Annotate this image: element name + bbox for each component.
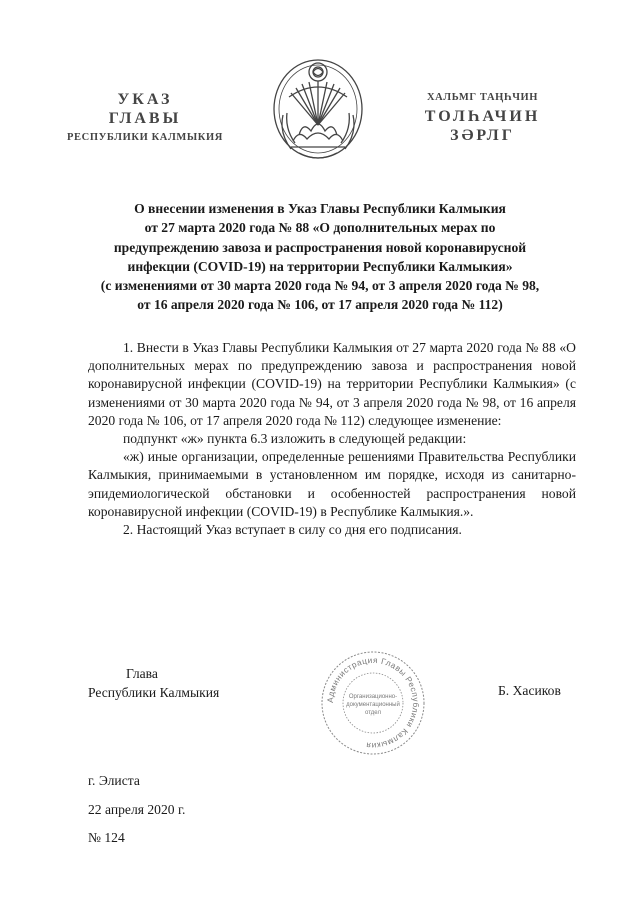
title-line: от 16 апреля 2020 года № 106, от 17 апреля 2020 года № 112) xyxy=(137,297,503,313)
issue-place: г. Элиста xyxy=(88,773,140,788)
stamp-center-line-2: документационный xyxy=(346,702,400,708)
stamp-center-line-3: отдел xyxy=(365,710,381,716)
signatory-name: Б. Хасиков xyxy=(498,683,561,698)
title-line: от 27 марта 2020 года № 88 «О дополнительных мерах по xyxy=(144,220,496,236)
header-russian xyxy=(50,90,240,147)
header-russian-line-3: РЕСПУБЛИКИ КАЛМЫКИЯ xyxy=(67,132,223,143)
signatory-position-line-2: Республики Калмыкия xyxy=(88,685,220,700)
issue-date: 22 апреля 2020 г. xyxy=(88,802,186,817)
official-stamp-icon xyxy=(318,648,428,758)
signatory-position-line-1: Глава xyxy=(126,666,158,681)
title-line: (с изменениями от 30 марта 2020 года № 94, от 3 апреля 2020 года № 98, xyxy=(100,278,540,294)
signatory-position xyxy=(88,664,219,702)
title-line: предупреждению завоза и распространения новой коронавирусной xyxy=(113,239,527,255)
coat-of-arms-emblem-icon xyxy=(269,55,367,167)
stamp-center-line-1: Организационно- xyxy=(348,694,398,700)
stamp-ring-text: Администрация Главы Республики Калмыкия xyxy=(324,654,422,752)
header-russian-line-2: ГЛАВЫ xyxy=(108,110,182,127)
paragraph-1: 1. Внести в Указ Главы Республики Калмыкия от 27 марта 2020 года № 88 «О дополнительных мерах по предупреждению завоза и распространения новой коронавирусной инфекции (COVID-19) на территории Республики Калмыкия» (с изменениями от 30 марта 2020 года № 94, от 3 апреля 2020 года № 98, от 16 апреля 2020 года № 106, от 17 апреля 2020 года № 112) следующее изменение: xyxy=(88,340,576,428)
header-russian-line-1: УКАЗ xyxy=(117,91,173,108)
title-line: О внесении изменения в Указ Главы Республики Калмыкия xyxy=(134,201,506,216)
paragraph-4: 2. Настоящий Указ вступает в силу со дня его подписания. xyxy=(123,522,462,538)
header-kalmyk-line-1: ХАЛЬМГ ТАҢҺЧИН xyxy=(426,92,539,103)
decree-number: № 124 xyxy=(88,830,125,845)
decree-title xyxy=(60,199,580,315)
header-kalmyk xyxy=(390,88,575,145)
title-line: инфекции (COVID-19) на территории Республики Калмыкия» xyxy=(127,258,513,274)
header-kalmyk-line-3: ЗӘРЛГ xyxy=(450,127,515,144)
paragraph-2: подпункт «ж» пункта 6.3 изложить в следующей редакции: xyxy=(123,431,467,447)
header-kalmyk-line-2: ТОЛҺАЧИН xyxy=(424,108,541,125)
decree-body xyxy=(88,339,576,539)
paragraph-3: «ж) иные организации, определенные решениями Правительства Республики Калмыкия, принимаемыми в установленном им порядке, исходя из санитарно-эпидемиологической обстановки и особенностей распространения новой коронавирусной инфекции (COVID-19) в Республике Калмыкия.». xyxy=(88,449,576,519)
